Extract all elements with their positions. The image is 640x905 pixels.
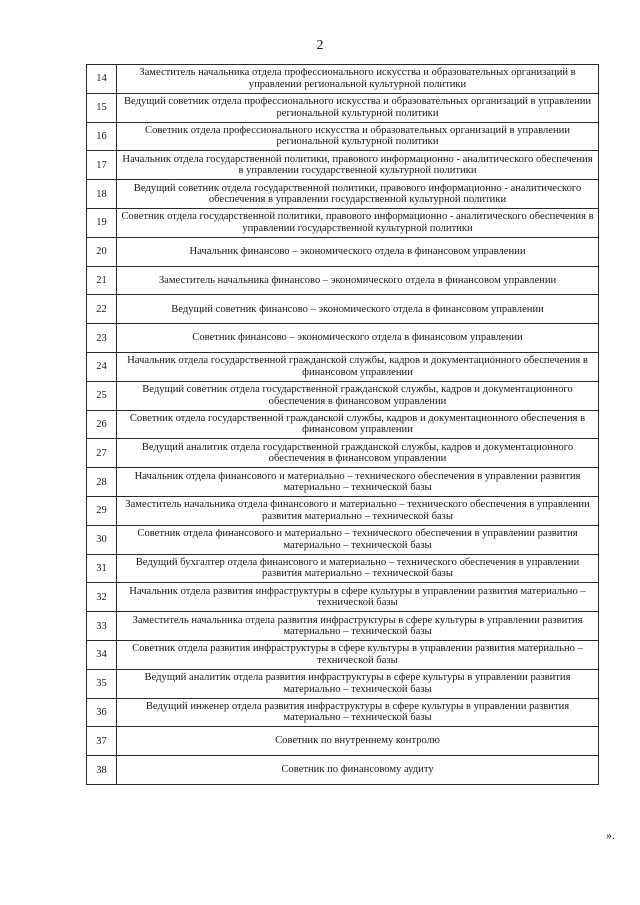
position-title: Ведущий аналитик отдела развития инфраструктуры в сфере культуры в управлении развития материально – технической базы	[117, 669, 599, 698]
position-title: Начальник отдела государственной гражданской службы, кадров и документационного обеспечения в финансовом управлении	[117, 352, 599, 381]
table-row	[87, 324, 599, 353]
table-row	[87, 439, 599, 468]
position-title: Ведущий советник отдела профессионального искусства и образовательных организаций в управлении региональной культурной политики	[117, 93, 599, 122]
position-title: Советник отдела развития инфраструктуры в сфере культуры в управлении развития материально – технической базы	[117, 640, 599, 669]
row-number: 36	[87, 698, 117, 727]
position-title: Начальник отдела финансового и материально – технического обеспечения в управлении развития материально – технической базы	[117, 468, 599, 497]
position-title: Ведущий советник финансово – экономического отдела в финансовом управлении	[117, 295, 599, 324]
position-title: Заместитель начальника отдела профессионального искусства и образовательных организаций в управлении региональной культурной политики	[117, 65, 599, 94]
table-row	[87, 640, 599, 669]
position-title: Ведущий советник отдела государственной политики, правового информационно - аналитического обеспечения в управлении государственной культурной политики	[117, 180, 599, 209]
position-title: Советник отдела профессионального искусства и образовательных организаций в управлении региональной культурной политики	[117, 122, 599, 151]
positions-table	[86, 64, 599, 785]
position-title: Советник финансово – экономического отдела в финансовом управлении	[117, 324, 599, 353]
row-number: 33	[87, 612, 117, 641]
row-number: 23	[87, 324, 117, 353]
table-row	[87, 381, 599, 410]
position-title: Советник отдела финансового и материально – технического обеспечения в управлении развития материально – технической базы	[117, 525, 599, 554]
row-number: 28	[87, 468, 117, 497]
position-title: Заместитель начальника финансово – экономического отдела в финансовом управлении	[117, 266, 599, 295]
row-number: 37	[87, 727, 117, 756]
table-row	[87, 583, 599, 612]
row-number: 26	[87, 410, 117, 439]
table-row	[87, 237, 599, 266]
table-row	[87, 727, 599, 756]
row-number: 32	[87, 583, 117, 612]
row-number: 20	[87, 237, 117, 266]
position-title: Ведущий бухгалтер отдела финансового и материально – технического обеспечения в управлении развития материально – технической базы	[117, 554, 599, 583]
row-number: 38	[87, 756, 117, 785]
row-number: 27	[87, 439, 117, 468]
table-row	[87, 93, 599, 122]
table-row	[87, 65, 599, 94]
table-row	[87, 208, 599, 237]
table-row	[87, 612, 599, 641]
position-title: Начальник отдела государственной политики, правового информационно - аналитического обеспечения в управлении государственной культурной политики	[117, 151, 599, 180]
row-number: 34	[87, 640, 117, 669]
position-title: Начальник финансово – экономического отдела в финансовом управлении	[117, 237, 599, 266]
row-number: 29	[87, 496, 117, 525]
position-title: Советник по внутреннему контролю	[117, 727, 599, 756]
position-title: Ведущий аналитик отдела государственной гражданской службы, кадров и документационного обеспечения в финансовом управлении	[117, 439, 599, 468]
row-number: 17	[87, 151, 117, 180]
table-row	[87, 669, 599, 698]
position-title: Советник отдела государственной политики, правового информационно - аналитического обеспечения в управлении государственной культурной политики	[117, 208, 599, 237]
position-title: Советник отдела государственной гражданской службы, кадров и документационного обеспечения в финансовом управлении	[117, 410, 599, 439]
table-row	[87, 698, 599, 727]
position-title: Заместитель начальника отдела финансового и материально – технического обеспечения в управлении развития материально – технической базы	[117, 496, 599, 525]
closing-quote-mark: ».	[606, 828, 615, 842]
position-title: Ведущий инженер отдела развития инфраструктуры в сфере культуры в управлении развития материально – технической базы	[117, 698, 599, 727]
position-title: Ведущий советник отдела государственной гражданской службы, кадров и документационного обеспечения в финансовом управлении	[117, 381, 599, 410]
position-title: Советник по финансовому аудиту	[117, 756, 599, 785]
row-number: 31	[87, 554, 117, 583]
row-number: 16	[87, 122, 117, 151]
row-number: 35	[87, 669, 117, 698]
table-row	[87, 266, 599, 295]
positions-table-body	[87, 65, 599, 785]
row-number: 30	[87, 525, 117, 554]
table-row	[87, 525, 599, 554]
row-number: 24	[87, 352, 117, 381]
table-row	[87, 554, 599, 583]
table-row	[87, 468, 599, 497]
table-row	[87, 756, 599, 785]
row-number: 15	[87, 93, 117, 122]
position-title: Начальник отдела развития инфраструктуры в сфере культуры в управлении развития материально – технической базы	[117, 583, 599, 612]
row-number: 18	[87, 180, 117, 209]
row-number: 21	[87, 266, 117, 295]
table-row	[87, 410, 599, 439]
row-number: 19	[87, 208, 117, 237]
table-row	[87, 295, 599, 324]
page-number: 2	[316, 38, 324, 53]
table-row	[87, 151, 599, 180]
table-row	[87, 122, 599, 151]
row-number: 14	[87, 65, 117, 94]
table-row	[87, 180, 599, 209]
position-title: Заместитель начальника отдела развития инфраструктуры в сфере культуры в управлении развития материально – технической базы	[117, 612, 599, 641]
table-row	[87, 496, 599, 525]
row-number: 25	[87, 381, 117, 410]
table-row	[87, 352, 599, 381]
row-number: 22	[87, 295, 117, 324]
